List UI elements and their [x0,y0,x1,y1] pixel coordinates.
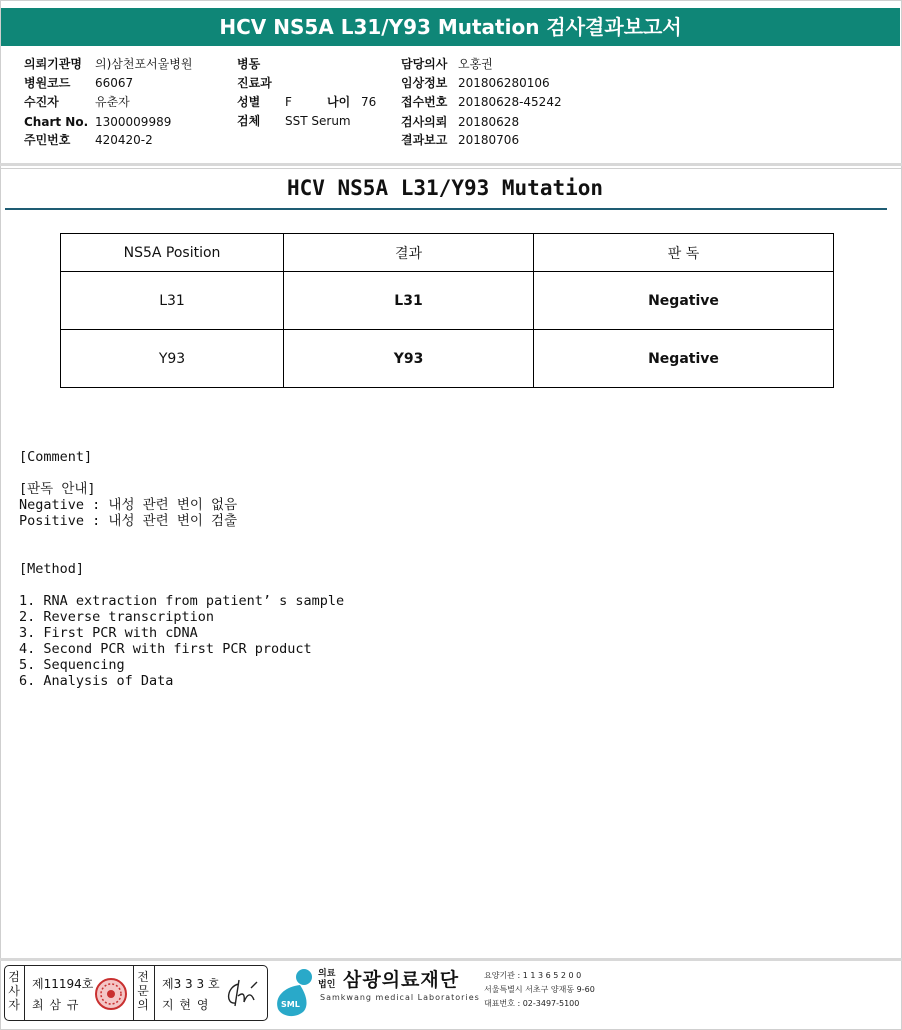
org-english-name: Samkwang medical Laboratories [320,993,480,1002]
comment-heading: [Comment] [19,449,93,465]
info-row-clinical-info [401,74,550,93]
info-label: 수진자 [24,95,59,109]
info-label: 접수번호 [401,95,448,109]
method-heading: [Method] [19,561,85,577]
info-label: 병동 [237,57,261,71]
divider [24,966,25,1020]
info-value: SST Serum [285,114,351,128]
info-row-chart-no [24,113,171,132]
title-underline [5,208,887,210]
info-row-institution [24,55,192,74]
info-value: 20180628-45242 [458,95,562,109]
table-cell-position: L31 [61,272,284,330]
info-value: 20180628 [458,115,520,129]
org-type-label: 의료법인 [318,969,336,990]
signature-icon [221,976,261,1010]
info-value: 1300009989 [95,115,172,129]
info-value: 201806280106 [458,76,550,90]
info-value: 의)삼천포서울병원 [95,57,193,71]
info-row-specimen [237,112,351,131]
inspector-name: 최 삼 규 [32,998,80,1012]
table-cell-interpretation: Negative [534,272,834,330]
method-step: 1. RNA extraction from patient’ s sample [19,593,345,609]
table-row [61,272,834,330]
org-contact-line: 서울특별시 서초구 양재동 9-60 [484,985,595,994]
method-step: 3. First PCR with cDNA [19,625,198,641]
info-row-report-date [401,131,519,150]
inspector-label: 검 사 자 [8,970,20,1012]
info-value: 66067 [95,76,134,90]
guide-line: Positive : 내성 관련 변이 검출 [19,513,238,529]
approver-license-no: 제3 3 3 호 [162,977,220,991]
info-row-sex [237,93,292,112]
table-cell-interpretation: Negative [534,330,834,388]
org-contact-line: 대표번호 : 02-3497-5100 [484,999,580,1008]
divider [0,168,902,169]
divider [0,163,902,166]
info-row-doctor [401,55,493,74]
info-label: 성별 [237,95,261,109]
patient-info-block [0,55,900,161]
column-header: 결과 [284,234,534,272]
info-value: 76 [361,95,377,109]
info-label: 결과보고 [401,133,448,147]
column-header: NS5A Position [61,234,284,272]
guide-line: Negative : 내성 관련 변이 없음 [19,497,238,513]
guide-heading: [판독 안내] [19,481,96,497]
info-row-receipt-no [401,93,562,112]
logo-badge: SML [281,1000,300,1009]
info-label: 의뢰기관명 [24,57,82,71]
info-label: 진료과 [237,76,272,90]
info-row-request-date [401,113,519,132]
table-cell-result: Y93 [284,330,534,388]
info-label: 담당의사 [401,57,448,71]
method-step: 6. Analysis of Data [19,673,174,689]
approver-label: 전 문 의 [137,970,149,1012]
info-label: Chart No. [24,115,89,129]
info-row-hospital-code [24,74,133,93]
report-banner-title: HCV NS5A L31/Y93 Mutation 검사결과보고서 [1,8,900,46]
report-footer [0,963,902,1023]
signature-box [4,965,268,1021]
method-step: 5. Sequencing [19,657,125,673]
report-title: HCV NS5A L31/Y93 Mutation [286,176,604,200]
seal-stamp-icon [93,976,129,1012]
info-row-patient [24,93,130,112]
table-header-row [61,234,834,272]
info-row-department [237,74,285,93]
info-row-age [327,93,376,112]
method-step: 2. Reverse transcription [19,609,215,625]
info-value: 420420-2 [95,133,153,147]
sml-logo-icon [270,965,318,1019]
info-label: 나이 [327,95,351,109]
info-label: 임상정보 [401,76,448,90]
divider [0,958,902,961]
inspector-license-no: 제11194호 [32,977,94,991]
table-cell-position: Y93 [61,330,284,388]
table-cell-result: L31 [284,272,534,330]
info-value: 오홍권 [458,57,493,71]
method-step: 4. Second PCR with first PCR product [19,641,312,657]
info-label: 검체 [237,114,261,128]
info-value: 유춘자 [95,95,130,109]
info-value: F [285,95,292,109]
info-label: 주민번호 [24,133,71,147]
result-table [60,233,834,388]
info-row-resident-no [24,131,153,150]
org-contact-line: 요양기관 : 1 1 3 6 5 2 0 0 [484,971,582,980]
org-name: 삼광의료재단 [343,969,460,991]
info-value: 20180706 [458,133,520,147]
info-row-ward [237,55,285,74]
info-label: 검사의뢰 [401,115,448,129]
info-label: 병원코드 [24,76,71,90]
approver-name: 지 현 영 [162,998,210,1012]
divider [133,966,134,1020]
table-row [61,330,834,388]
divider [154,966,155,1020]
column-header: 판 독 [534,234,834,272]
